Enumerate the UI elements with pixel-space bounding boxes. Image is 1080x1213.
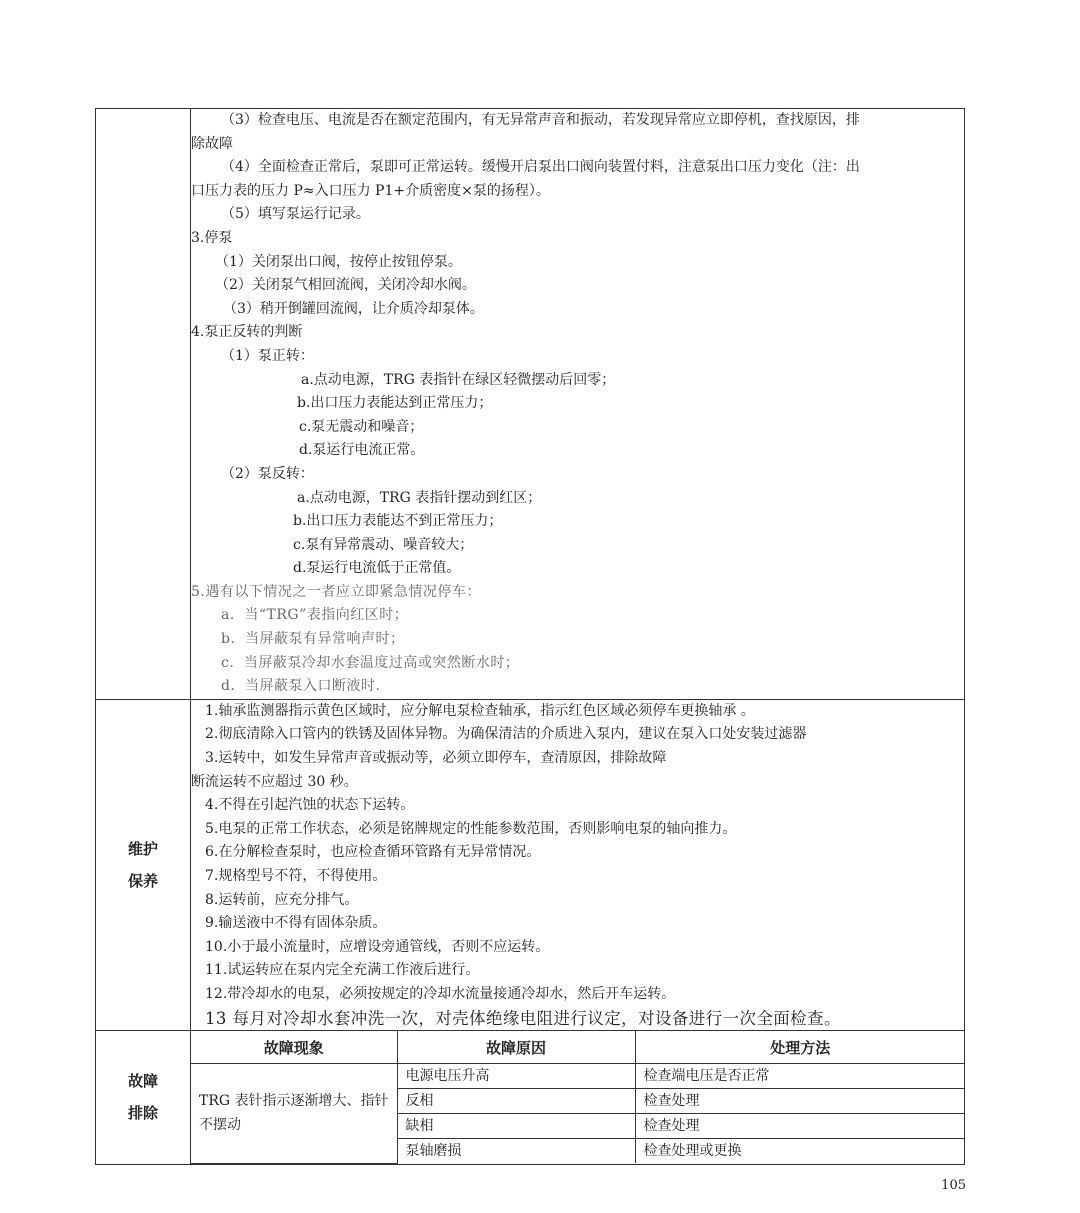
troubleshooting-table [191,1031,965,1164]
action-cell: 检查端电压是否正常 [635,1064,965,1089]
symptom-cell: TRG 表针指示逐渐增大、指针不摆动 [191,1064,397,1164]
header-cause: 故障原因 [397,1031,635,1064]
maintenance-line: 13 每月对冷却水套冲洗一次，对壳体绝缘电阻进行议定，对设备进行一次全面检查。 [205,1008,841,1028]
operation-label-cell [96,109,191,700]
operation-line: （1）关闭泵出口阀，按停止按钮停泵。 [215,253,462,270]
operation-subline: c.泵无震动和噪音； [299,418,424,435]
maintenance-line: 11.试运转应在泵内完全充满工作液后进行。 [205,962,480,979]
operation-line: （4）全面检查正常后，泵即可正常运转。缓慢开启泵出口阀向装置付料，注意泵出口压力变化（注：出 [221,159,860,176]
maintenance-label-cell [96,699,191,1030]
operation-subline: d.泵运行电流正常。 [299,442,425,459]
troubleshooting-label-line2: 排除 [127,1104,158,1123]
maintenance-line: 2.彻底清除入口管内的铁锈及固体异物。为确保清洁的介质进入泵内，建议在泵入口处安装过滤器 [205,726,807,743]
procedure-table [95,108,965,1165]
operation-line: （2）泵反转： [221,465,314,482]
operation-heading: 4.泵正反转的判断 [191,324,303,341]
maintenance-line: 1.轴承监测器指示黄色区域时，应分解电泵检查轴承，指示红色区域必须停车更换轴承 。 [205,702,755,719]
maintenance-content [191,699,965,1030]
maintenance-line: 7.规格型号不符，不得使用。 [205,868,387,884]
operation-subline: d.泵运行电流低于正常值。 [293,560,461,577]
operation-subline: a.点动电源，TRG 表指针在绿区轻微摆动后回零； [301,371,616,388]
header-symptom: 故障现象 [191,1031,397,1064]
maintenance-line: 4.不得在引起汽蚀的状态下运转。 [205,797,415,814]
cause-cell: 缺相 [397,1114,635,1139]
operation-line: （3）检查电压、电流是否在额定范围内，有无异常声音和振动，若发现异常应立即停机，查找原因，排 [221,112,860,128]
operation-line: b．当屏蔽泵有异常响声时； [221,631,405,648]
operation-line: 口压力表的压力 P≈入口压力 P1+介质密度×泵的扬程）。 [191,182,550,199]
operation-heading: 5.遇有以下情况之一者应立即紧急情况停车： [191,583,481,600]
action-cell: 检查处理或更换 [635,1139,965,1164]
action-cell: 检查处理 [635,1114,965,1139]
operation-subline: b.出口压力表能达到正常压力； [297,395,493,412]
operation-line: d．当屏蔽泵入口断液时. [221,678,381,695]
maintenance-row [96,699,965,1030]
table-row [191,1064,965,1089]
operation-subline: a.点动电源，TRG 表指针摆动到红区； [297,489,542,506]
cause-cell: 反相 [397,1089,635,1114]
operation-row [96,109,965,700]
cause-cell: 电源电压升高 [397,1064,635,1089]
troubleshooting-row [96,1031,965,1165]
maintenance-line: 3.运转中，如发生异常声音或振动等，必须立即停车，查清原因，排除故障 [205,750,667,767]
maintenance-line: 12.带冷却水的电泵，必须按规定的冷却水流量接通冷却水，然后开车运转。 [205,985,676,1002]
operation-line: （3）稍开倒罐回流阀，让介质冷却泵体。 [223,300,484,317]
operation-line: 除故障 [191,135,233,152]
operation-line: （1）泵正转： [221,347,314,364]
troubleshooting-label-line1: 故障 [127,1072,158,1091]
operation-content [191,109,965,700]
operation-line: c．当屏蔽泵冷却水套温度过高或突然断水时； [221,654,520,671]
troubleshooting-label-cell [96,1031,191,1165]
maintenance-line: 断流运转不应超过 30 秒。 [191,773,358,790]
maintenance-line: 8.运转前，应充分排气。 [205,891,359,908]
troubleshooting-header-row [191,1031,965,1064]
cause-cell: 泵轴磨损 [397,1139,635,1164]
maintenance-label-line2: 保养 [127,872,158,890]
operation-line: a．当“TRG”表指向红区时； [221,607,409,624]
operation-line: （5）填写泵运行记录。 [221,206,370,223]
operation-heading: 3.停泵 [191,229,233,246]
action-cell: 检查处理 [635,1089,965,1114]
maintenance-line: 6.在分解检查泵时，也应检查循环管路有无异常情况。 [205,844,541,861]
header-action: 处理方法 [635,1031,965,1064]
maintenance-line: 10.小于最小流量时，应增设旁通管线，否则不应运转。 [205,938,550,955]
operation-line: （2）关闭泵气相回流阀，关闭冷却水阀。 [215,277,476,294]
maintenance-line: 5.电泵的正常工作状态，必须是铭牌规定的性能参数范围，否则影响电泵的轴向推力。 [205,820,737,837]
maintenance-label-line1: 维护 [127,840,158,858]
operation-subline: b.出口压力表能达不到正常压力； [293,513,503,530]
operation-subline: c.泵有异常震动、噪音较大； [293,536,474,553]
troubleshooting-content [191,1031,965,1165]
page-number: 105 [941,1178,966,1193]
maintenance-line: 9.输送液中不得有固体杂质。 [205,915,387,932]
